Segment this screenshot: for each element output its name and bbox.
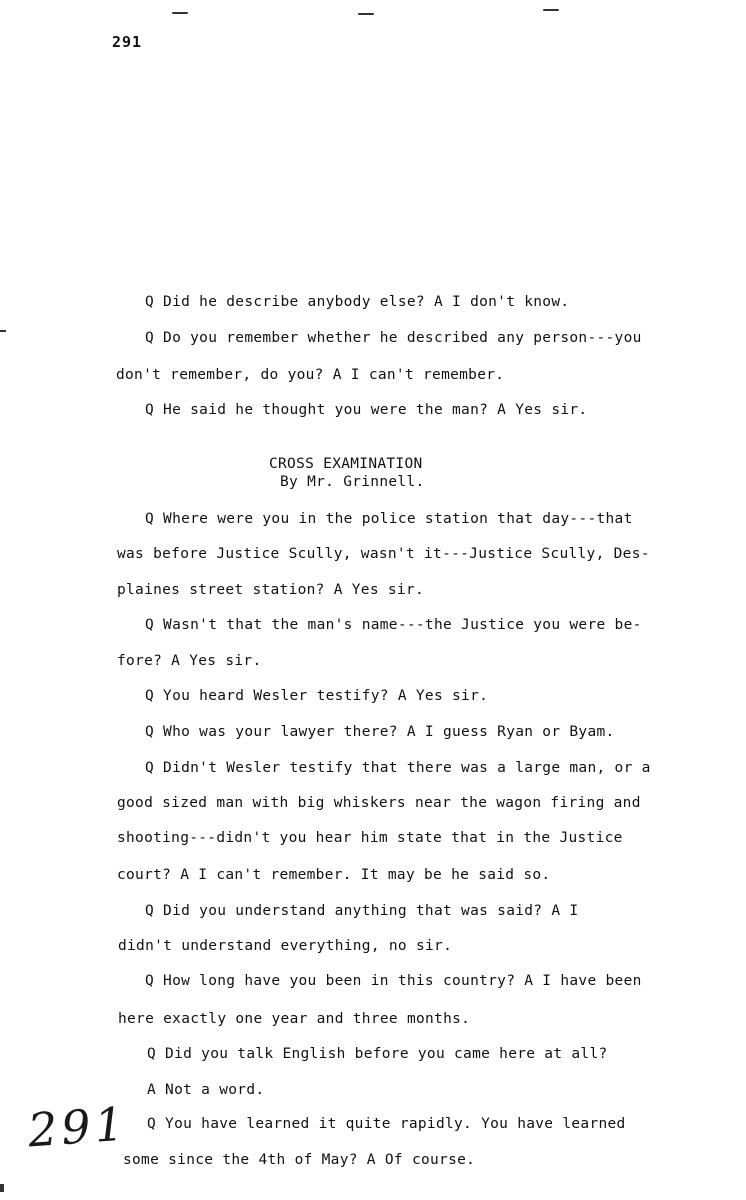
transcript-line: Q How long have you been in this country? A I have been <box>145 973 642 989</box>
transcript-line: Q Did he describe anybody else? A I don't know. <box>145 294 570 310</box>
page-number: 291 <box>112 33 143 51</box>
transcript-line: Q Who was your lawyer there? A I guess Ryan or Byam. <box>145 724 615 740</box>
scan-mark <box>0 1184 4 1192</box>
section-subheading: By Mr. Grinnell. <box>280 474 425 490</box>
transcript-line: was before Justice Scully, wasn't it---Justice Scully, Des- <box>117 546 650 562</box>
transcript-line: fore? A Yes sir. <box>117 653 262 669</box>
transcript-line: some since the 4th of May? A Of course. <box>123 1152 476 1168</box>
transcript-line: Q You have learned it quite rapidly. You have learned <box>147 1116 626 1132</box>
transcript-line: Q Did you understand anything that was said? A I <box>145 903 579 919</box>
transcript-line: Q Didn't Wesler testify that there was a large man, or a <box>145 760 651 776</box>
transcript-line: court? A I can't remember. It may be he said so. <box>117 867 551 883</box>
transcript-line: didn't understand everything, no sir. <box>118 938 453 954</box>
transcript-line: plaines street station? A Yes sir. <box>117 582 425 598</box>
handwritten-page-number: 291 <box>26 1096 130 1158</box>
transcript-line: Q Where were you in the police station that day---that <box>145 511 633 527</box>
scan-mark <box>543 9 559 11</box>
transcript-line: Q You heard Wesler testify? A Yes sir. <box>145 688 489 704</box>
transcript-line: good sized man with big whiskers near the wagon firing and <box>117 795 641 811</box>
transcript-line: Q Did you talk English before you came here at all? <box>147 1046 608 1062</box>
transcript-line: here exactly one year and three months. <box>118 1011 471 1027</box>
transcript-line: A Not a word. <box>147 1082 265 1098</box>
transcript-line: Q Wasn't that the man's name---the Justice you were be- <box>145 617 642 633</box>
transcript-line: don't remember, do you? A I can't remember. <box>116 367 505 383</box>
scan-mark <box>358 13 374 15</box>
scan-mark <box>0 330 6 332</box>
transcript-line: Q Do you remember whether he described any person---you <box>145 330 642 346</box>
scan-mark <box>172 12 188 14</box>
section-heading: CROSS EXAMINATION <box>269 456 423 472</box>
transcript-line: Q He said he thought you were the man? A Yes sir. <box>145 402 588 418</box>
transcript-line: shooting---didn't you hear him state that in the Justice <box>117 830 623 846</box>
